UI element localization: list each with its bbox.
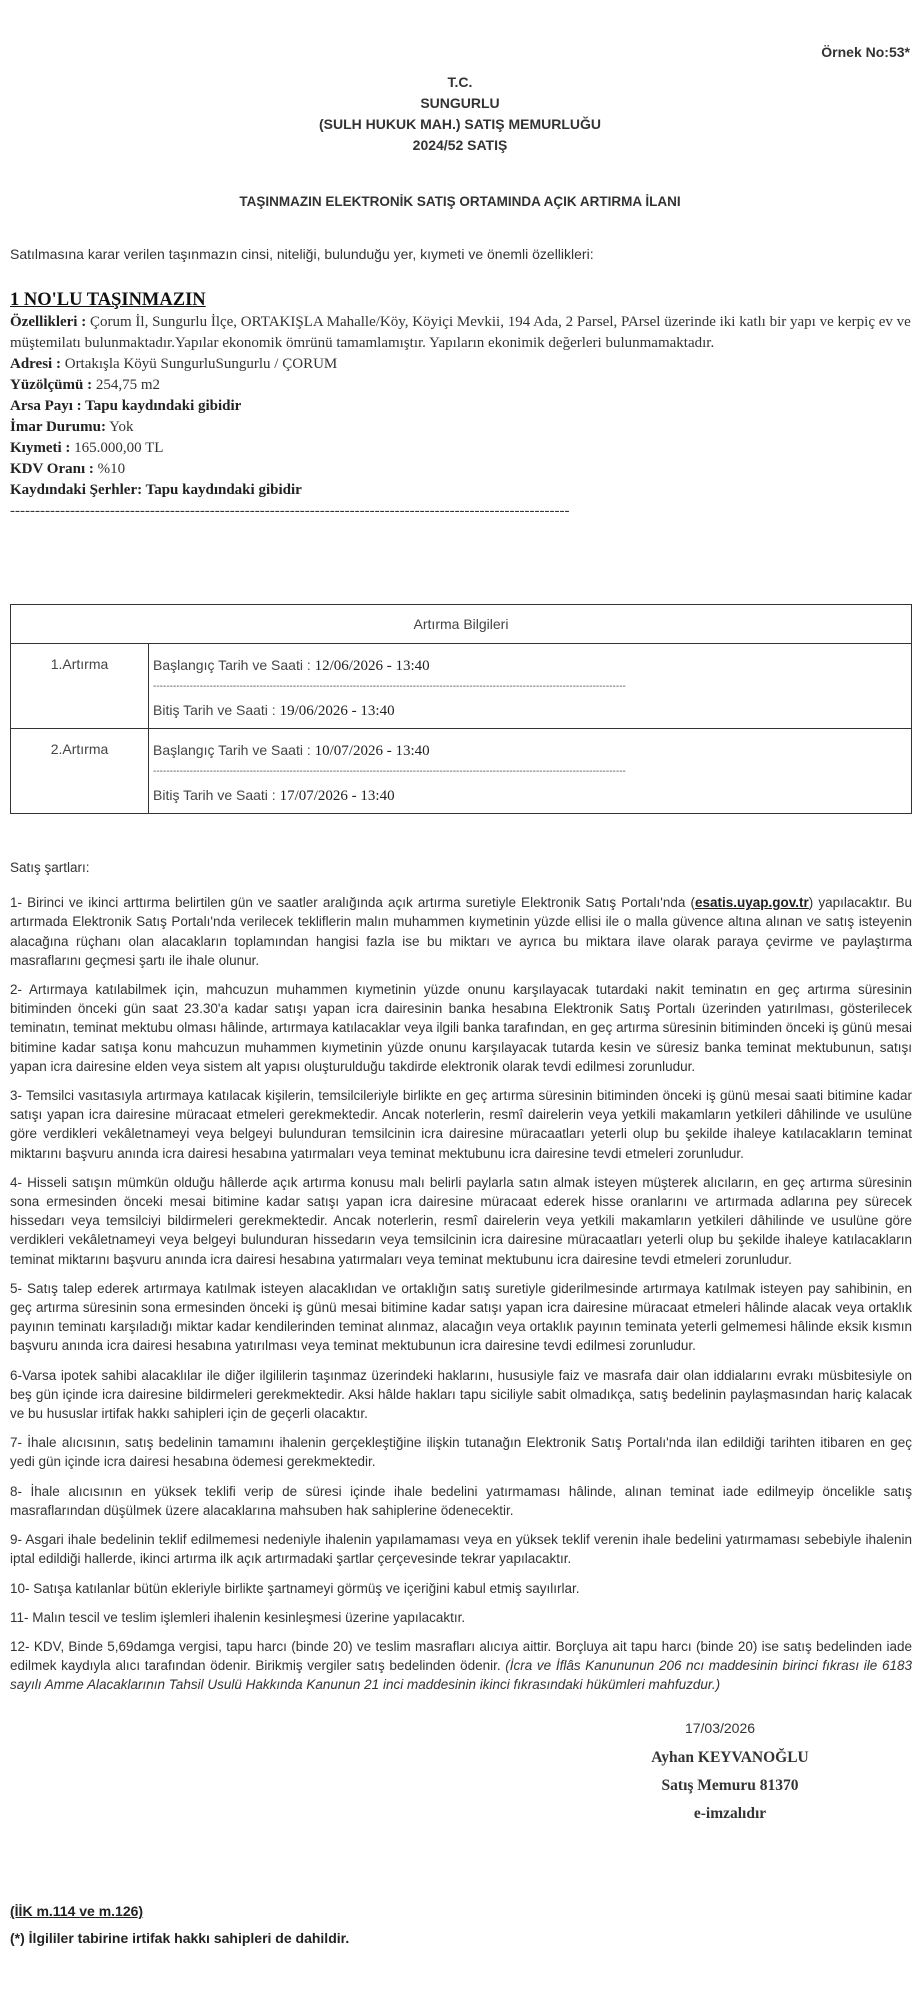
header-city: SUNGURLU	[420, 95, 500, 111]
condition-6: 6-Varsa ipotek sahibi alacaklılar ile diğer ilgililerin taşınmaz üzerindeki haklarını, hususiyle faiz ve masrafa dair olan iddialarını evrakı müsbitesiyle on beş gün içinde icra dairesine bildirmeleri gerekmektedir. Aksi hâlde hakları tapu siciliyle sabit olmadıkça, satış bedelinin paylaşmasından hariç kalacak ve bu hususlar irtifak hakkı sahipleri için de geçerli olacaktır.	[10, 1367, 912, 1422]
auction-table-title: Artırma Bilgileri	[11, 605, 912, 644]
property-features: Özellikleri : Çorum İl, Sungurlu İlçe, ORTAKIŞLA Mahalle/Köy, Köyiçi Mevkii, 194 Ada, 2 Parsel, PArsel üzerinde iki katlı bir yapı ve kerpiç ev ve müştemilatı bulunmaktadır.Yapılar ekonomik ömrünü tamamlamıştır. Yapıların ekonimik değerleri bulunmamaktadır.	[10, 314, 911, 351]
condition-5: 5- Satış talep ederek artırmaya katılmak isteyen alacaklıdan ve ortaklığın satış suretiyle giderilmesinde artırmaya katılmak isteyen pay sahibinin, en geç artırma süresinin sona ermesinden önceki iş günü mesai bitimine kadar satışı yapan icra dairesine müracaat etmeleri hâlinde alacak veya ortaklık payının teminatı karşıladığı miktar kadar kendilerinden teminat alınmaz, alacağın veya ortaklık payının teminata yeterli gelmemesi hâlinde eksik kısmın başvuru anında icra dairesi hesabına yatırılması veya teminat mektubunun icra dairesine tevdi edilmesi zorunludur.	[10, 1280, 912, 1354]
property-section	[10, 288, 912, 522]
signature-date: 17/03/2026	[684, 1720, 756, 1736]
auction-start: Başlangıç Tarih ve Saati : 10/07/2026 - 13:40	[153, 742, 430, 759]
document-title: TAŞINMAZIN ELEKTRONİK SATIŞ ORTAMINDA AÇIK ARTIRMA İLANI	[239, 194, 681, 209]
signer-name: Ayhan KEYVANOĞLU	[651, 1749, 809, 1766]
property-zoning: İmar Durumu: Yok	[10, 419, 134, 435]
signature-block	[630, 1720, 830, 1828]
condition-11: 11- Malın tescil ve teslim işlemleri ihalenin kesinleşmesi üzerine yapılacaktır.	[10, 1609, 466, 1625]
condition-4: 4- Hisseli satışın mümkün olduğu hâllerde açık artırma konusu malı belirli paylarla satın almak isteyen müşterek alıcıların, en geç artırma süresinin sona ermesinden önceki mesai bitimine kadar satışı yapan icra dairesine müracaat ederek hisse oranlarını ve artırmada adlarına pey sürecek hissedarı veya temsilciyi bildirmeleri gerekmektedir. Ancak noterlerin, resmî dairelerin veya yetkili makamların yetkileri dâhilinde ve usulüne göre verdikleri vekâletnameyi veya belgeyi bulunduran hissedarın veya temsilcinin icra dairesine müracaatları yeterli olup bu şekilde ihaleye katılacakların teminat miktarını başvuru anında icra dairesi hesabına yatırmaları veya teminat mektubunu icra dairesine tevdi etmeleri zorunludur.	[10, 1174, 912, 1267]
auction-label: 1.Artırma	[11, 644, 149, 729]
condition-9: 9- Asgari ihale bedelinin teklif edilmemesi nedeniyle ihalenin yapılamaması veya en yüksek teklif verenin ihale bedelini yatırmaması sebebiyle ihalenin iptal edildiği hallerde, ikinci artırma ilk açık artırmadaki şartlar çerçevesinde tekrar yapılacaktır.	[10, 1532, 912, 1567]
e-signature-note: e-imzalıdır	[693, 1805, 767, 1822]
property-vat: KDV Oranı : %10	[10, 461, 126, 477]
header-country: T.C.	[447, 74, 473, 90]
condition-12: 12- KDV, Binde 5,69damga vergisi, tapu harcı (binde 20) ve teslim masrafları alıcıya aittir. Borçluya ait tapu harcı (binde 20) ise satış bedelinden iade edilmek kaydıyla alıcı tarafından ödenir. Birikmiş vergiler satış bedelinden ödenir. (İcra ve İflâs Kanununun 206 ncı maddesinin birinci fıkrası ile 6183 sayılı Amme Alacaklarının Tahsil Usulü Hakkında Kanunun 21 inci maddesinin ikinci fıkrasındaki hükümleri mahfuzdur.)	[10, 1638, 912, 1693]
footer	[10, 1898, 349, 1952]
auction-row	[11, 644, 912, 729]
auction-table	[10, 604, 912, 814]
auction-row	[11, 729, 912, 814]
condition-1: 1- Birinci ve ikinci arttırma belirtilen gün ve saatler aralığında açık artırma suretiyle Elektronik Satış Portalı'nda (esatis.uyap.gov.tr) yapılacaktır. Bu artırmada Elektronik Satış Portalı'nda verilecek tekliflerin malın muhammen kıymetinin yüzde ellisi ile o malla güvence altına alınan ve satış isteyenin alacağına rüçhanı olan alacakların toplamından hangisi fazla ise bu miktarı ve ayrıca bu miktara ilave olarak paraya çevirme ve paylaştırma masraflarını geçmesi şartı ile ihale olunur.	[10, 895, 912, 968]
auction-start: Başlangıç Tarih ve Saati : 12/06/2026 - 13:40	[153, 657, 430, 674]
conditions-title: Satış şartları:	[10, 860, 90, 875]
sale-conditions	[10, 858, 912, 1705]
property-heading: 1 NO'LU TAŞINMAZIN	[10, 290, 206, 310]
property-value: Kıymeti : 165.000,00 TL	[10, 440, 164, 456]
header-office: (SULH HUKUK MAH.) SATIŞ MEMURLUĞU	[318, 116, 602, 132]
condition-7: 7- İhale alıcısının, satış bedelinin tamamını ihalenin gerçekleştiğine ilişkin tutanağın Elektronik Satış Portalı'nda ilan edildiği tarihten itibaren en geç yedi gün içinde icra dairesi hesabına ödemesi gerekmektedir.	[10, 1435, 912, 1470]
property-address: Adresi : Ortakışla Köyü SungurluSungurlu / ÇORUM	[10, 356, 338, 372]
property-notes: Kaydındaki Şerhler: Tapu kaydındaki gibidir	[10, 482, 302, 498]
property-share: Arsa Payı : Tapu kaydındaki gibidir	[10, 398, 242, 414]
auction-separator: ----------------------------------------------------------------------------------------------------------------------------------------------	[153, 767, 626, 777]
condition-8: 8- İhale alıcısının en yüksek teklifi verip de süresi içinde ihale bedelini yatırmaması hâlinde, alınan teminat iade edilmeyip öncelikle satış masraflarından düşülmek üzere alacaklarına mahsuben hak sahiplerine ödenecektir.	[10, 1483, 912, 1518]
condition-10: 10- Satışa katılanlar bütün ekleriyle birlikte şartnameyi görmüş ve içeriğini kabul etmiş sayılırlar.	[10, 1580, 580, 1596]
intro-text: Satılmasına karar verilen taşınmazın cinsi, niteliği, bulunduğu yer, kıymeti ve önemli özellikleri:	[10, 246, 594, 262]
sample-number: Örnek No:53*	[821, 44, 910, 60]
condition-3: 3- Temsilci vasıtasıyla artırmaya katılacak kişilerin, temsilcileriyle birlikte en geç artırma süresinin bitiminden önceki iş günü mesai saati bitimine kadar satışı yapan icra dairesine müracaat etmeleri gerekmektedir. Ancak noterlerin, resmî dairelerin veya yetkili makamların yetkileri dâhilinde ve usulüne göre verdikleri vekâletnameyi veya belgeyi bulunduran temsilcinin icra dairesine müracaatları yeterli olup bu şekilde ihaleye katılacakların teminat miktarını başvuru anında icra dairesi hesabına yatırmaları veya teminat mektubunu icra dairesine tevdi etmeleri zorunludur.	[10, 1088, 912, 1161]
auction-label: 2.Artırma	[11, 729, 149, 814]
signer-position: Satış Memuru 81370	[661, 1777, 799, 1794]
auction-end: Bitiş Tarih ve Saati : 17/07/2026 - 13:40	[153, 787, 395, 804]
auction-separator: ----------------------------------------------------------------------------------------------------------------------------------------------	[153, 682, 626, 692]
law-reference: (İİK m.114 ve m.126)	[10, 1903, 144, 1919]
portal-link[interactable]: esatis.uyap.gov.tr	[694, 895, 809, 911]
document-header	[0, 72, 920, 156]
header-case-number: 2024/52 SATIŞ	[412, 137, 508, 153]
auction-end: Bitiş Tarih ve Saati : 19/06/2026 - 13:40	[153, 702, 395, 719]
footnote: (*) İlgililer tabirine irtifak hakkı sahipleri de dahildir.	[10, 1930, 350, 1946]
property-separator: ----------------------------------------------------------------------------------------------------------------	[10, 503, 570, 519]
property-area: Yüzölçümü : 254,75 m2	[10, 377, 161, 393]
condition-2: 2- Artırmaya katılabilmek için, mahcuzun muhammen kıymetinin yüzde onunu karşılayacak tutardaki nakit teminatın en geç artırma süresinin bitiminden önceki gün saat 23.30'a kadar satışı yapan icra dairesinin banka hesabına Elektronik Satış Portalı üzerinden yatırılması, gösterilecek teminatın, teminat mektubu olması hâlinde, artırmaya katılacaklar veya ilgili banka tarafından, en geç artırma süresinin bitiminden önceki iş günü mesai bitimine kadar satışa konu mahcuzun muhammen kıymetinin yüzde onunu karşılayacak tutarda kesin ve süresiz banka teminat mektubunun, satışı yapan icra dairesine elden veya sistem alt yapısı oluşturulduğu takdirde elektronik olarak tevdi edilmesi zorunludur.	[10, 982, 912, 1074]
